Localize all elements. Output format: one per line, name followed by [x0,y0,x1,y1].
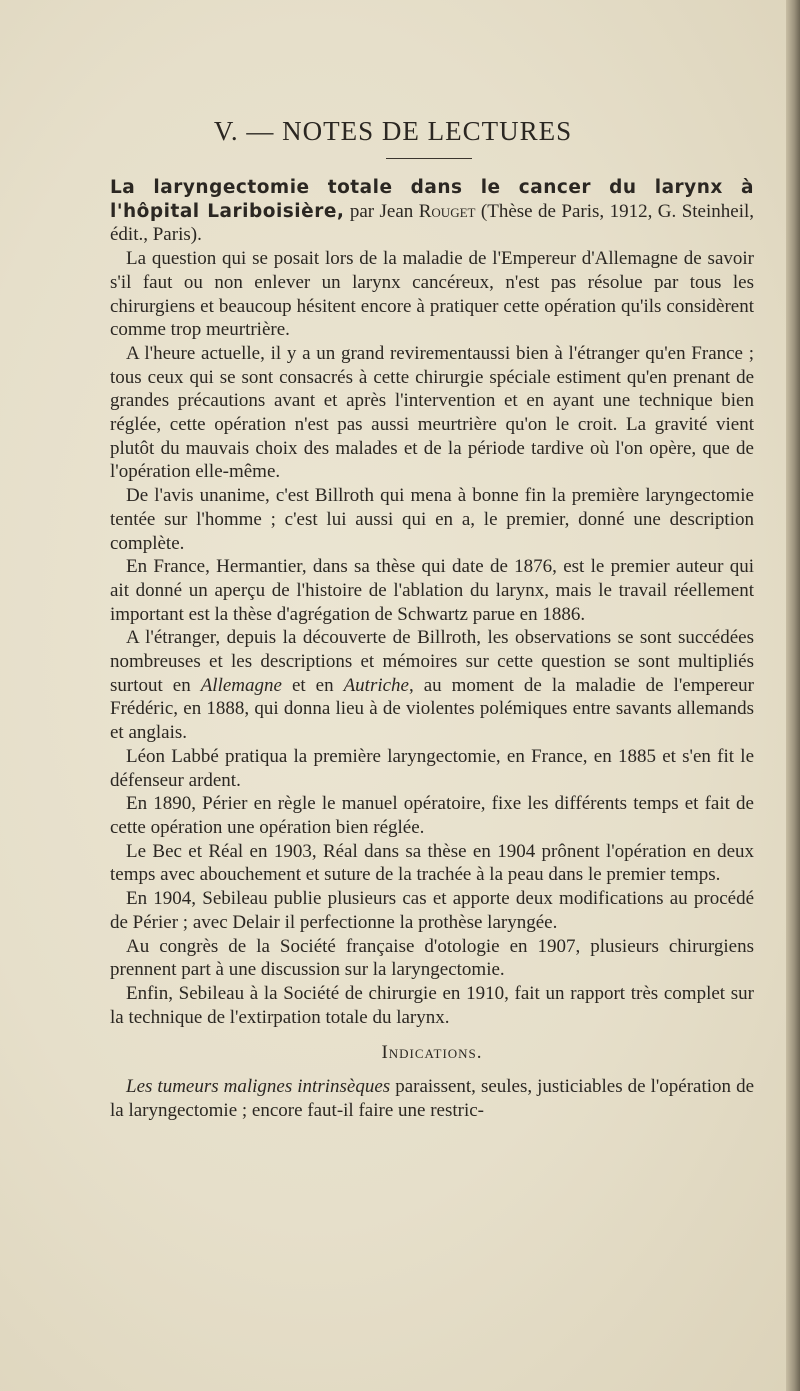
article-body [110,176,754,1122]
last-paragraph [110,1075,754,1122]
article-title-paragraph [110,176,754,247]
paragraph: En France, Hermantier, dans sa thèse qui date de 1876, est le premier auteur qui ait donné un aperçu de l'histoire de l'ablation du larynx, mais le travail réellement important est la thèse d'agrégation de Schwartz parue en 1886. [110,556,754,625]
paragraph-text: , au moment de la maladie de l'empereur Frédéric, en 1888, qui donna lieu à de violentes polémiques entre savants allemands et anglais. [110,674,754,744]
paragraph: De l'avis unanime, c'est Billroth qui mena à bonne fin la première laryngectomie tentée sur l'homme ; c'est lui aussi qui en a, le premier, donné une description complète. [110,485,754,554]
paragraph-text: A l'étranger, depuis la découverte de Billroth, les observations se sont succédées nombreuses et les descriptions et mémoires sur cette question se sont multipliés surtout en [110,627,754,696]
paragraph: En 1890, Périer en règle le manuel opératoire, fixe les différents temps et fait de cette opération une opération bien réglée. [110,793,754,838]
paragraph: Enfin, Sebileau à la Société de chirurgie en 1910, fait un rapport très complet sur la technique de l'extirpation totale du larynx. [110,982,754,1028]
article-title: La laryngectomie totale dans le cancer du larynx à l'hôpital Lariboisière, [110,177,754,222]
paragraph: La question qui se posait lors de la maladie de l'Empereur d'Allemagne de savoir s'il faut ou non enlever un larynx cancéreux, n'est pas résolue par tous les chirurgiens et beaucoup hésitent encore à pratiquer cette opération qu'ils considèrent comme trop meurtrière. [110,248,754,341]
paragraph: Léon Labbé pratiqua la première laryngectomie, en France, en 1885 et s'en fit le défenseur ardent. [110,745,754,791]
country-name: Allemagne [200,674,282,696]
page-edge [786,0,800,1391]
paragraph: Au congrès de la Société française d'otologie en 1907, plusieurs chirurgiens prennent part à une discussion sur la laryngectomie. [110,935,754,981]
paragraph-text: et en [291,674,334,696]
paragraph-text: paraissent, seules, justiciables de l'opération de la laryngectomie ; encore faut-il faire une restric- [110,1076,755,1121]
article-by: par Jean [349,200,414,222]
paragraph-abroad [110,626,754,745]
subheading-indications: Indications. [381,1042,483,1064]
paragraph: Le Bec et Réal en 1903, Réal dans sa thèse en 1904 prônent l'opération en deux temps avec abouchement et suture de la trachée à la peau dans le premier temps. [110,840,754,886]
heading-rule [386,158,472,159]
section-heading: V. — NOTES DE LECTURES [213,116,573,146]
country-name: Autriche [343,674,409,696]
italic-phrase: Les tumeurs malignes intrinsèques [126,1076,391,1098]
paragraph: En 1904, Sebileau publie plusieurs cas et apporte deux modifications au procédé de Périer ; avec Delair il perfectionne la prothèse laryngée. [110,888,754,933]
article-author: Rouget [418,200,476,222]
article-citation: (Thèse de Paris, 1912, G. Steinheil, édit., Paris). [110,200,754,246]
paragraph: A l'heure actuelle, il y a un grand revirementaussi bien à l'étranger qu'en France ; tous ceux qui se sont consacrés à cette chirurgie spéciale estiment qu'en prenant de grandes précautions avant et après l'intervention et en ayant une technique bien réglée, cette opération n'est pas aussi meurtrière qu'on le croit. La gravité vient plutôt du mauvais choix des malades et de la période tardive où l'on opère, que de l'opération elle-même. [110,342,754,483]
